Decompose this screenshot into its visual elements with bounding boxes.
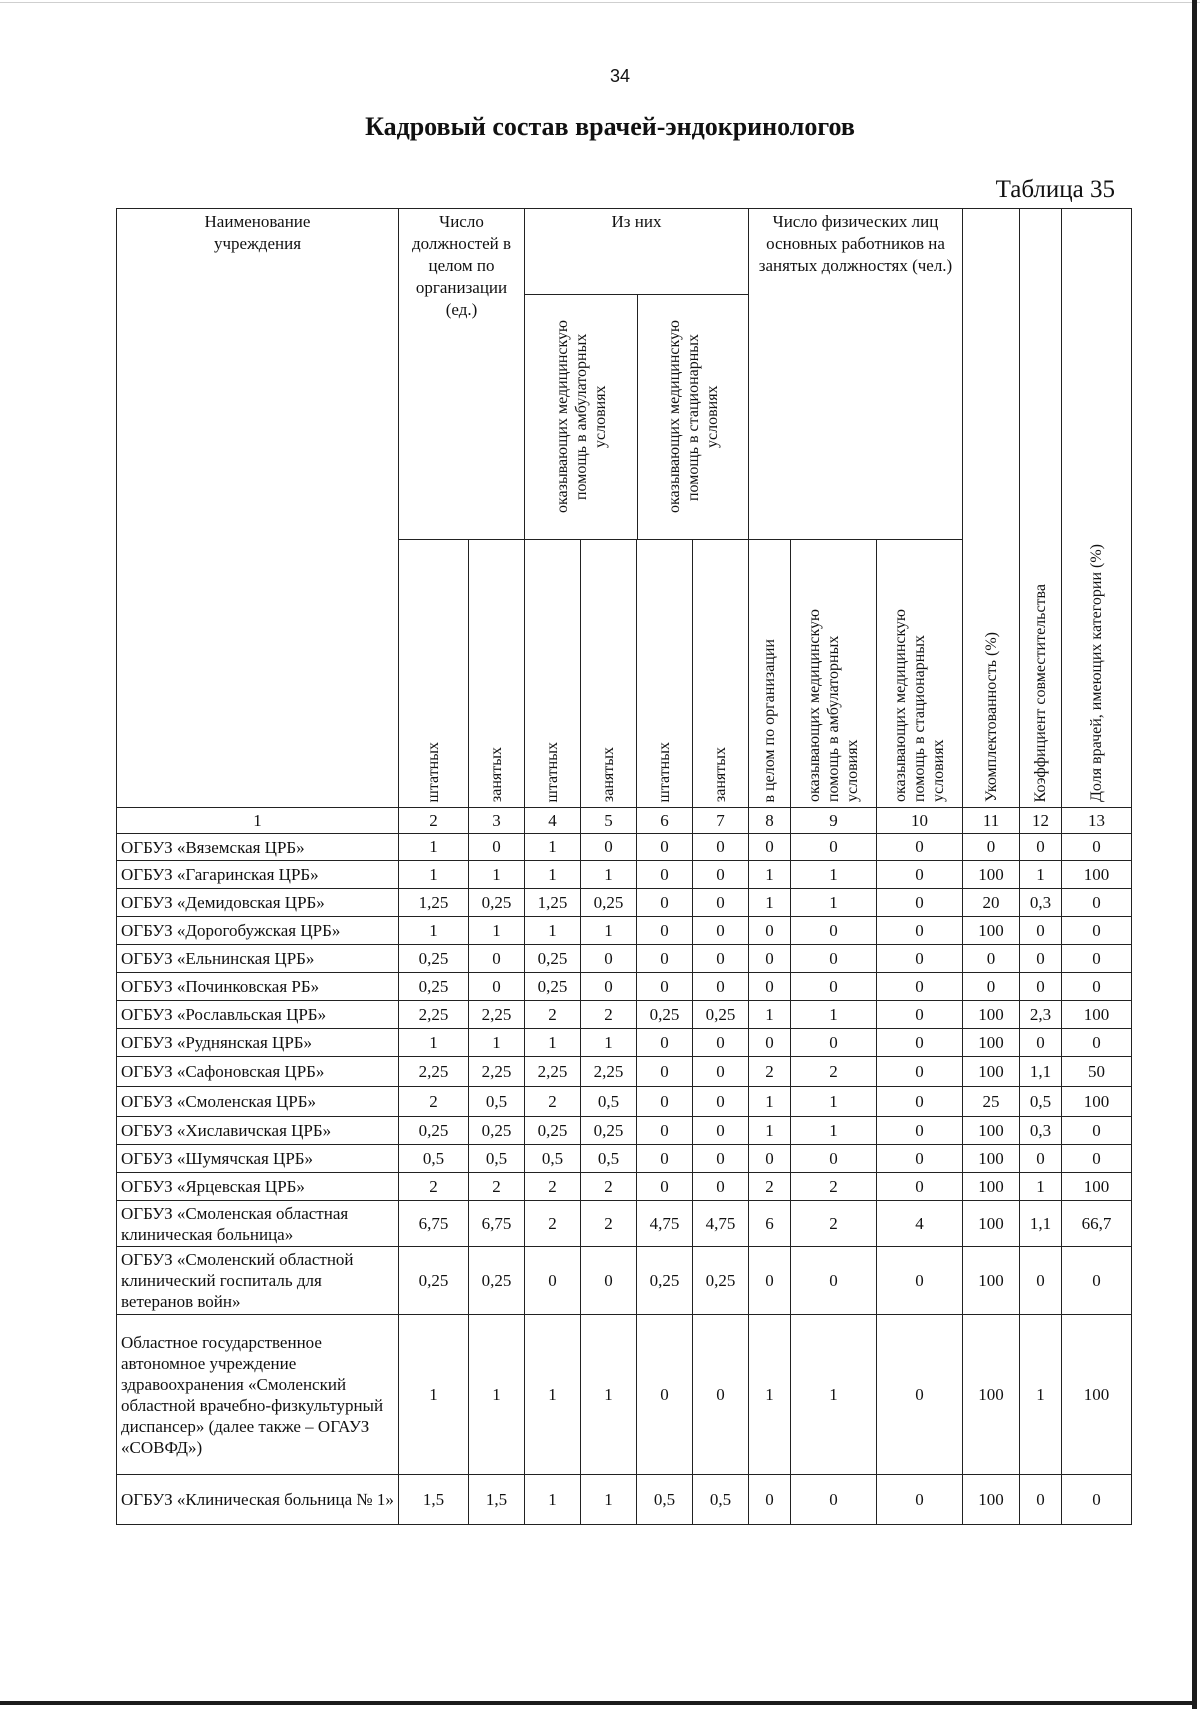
value-cell: 100 (963, 1247, 1020, 1315)
header-col8-org-total (749, 540, 791, 808)
value-cell: 1 (399, 917, 469, 945)
value-cell: 1 (581, 861, 637, 889)
value-cell: 0 (1062, 1117, 1132, 1145)
value-cell: 0 (693, 1057, 749, 1087)
value-cell: 0 (791, 834, 877, 861)
header-col2-staff-text: штатных (425, 741, 442, 802)
value-cell: 0 (1062, 834, 1132, 861)
value-cell: 0 (791, 917, 877, 945)
column-number: 4 (525, 808, 581, 834)
value-cell: 2,3 (1020, 1001, 1062, 1029)
value-cell: 1,1 (1020, 1201, 1062, 1247)
value-cell: 1 (749, 861, 791, 889)
value-cell: 2 (399, 1087, 469, 1117)
header-col10-persons-inpatient (877, 540, 963, 808)
value-cell: 0 (1020, 1475, 1062, 1525)
value-cell: 0 (749, 1145, 791, 1173)
value-cell: 1,5 (469, 1475, 525, 1525)
value-cell: 1 (525, 917, 581, 945)
value-cell: 0 (581, 973, 637, 1001)
value-cell: 0 (693, 861, 749, 889)
table-row (117, 1145, 1132, 1173)
value-cell: 1 (469, 1315, 525, 1475)
header-col5-occupied-text: занятых (600, 746, 617, 802)
institution-name: ОГБУЗ «Смоленский областной клинический госпиталь для ветеранов войн» (117, 1247, 399, 1315)
value-cell: 0 (877, 1057, 963, 1087)
value-cell: 1 (581, 1029, 637, 1057)
header-part-time-coefficient (1020, 209, 1062, 808)
table-row (117, 834, 1132, 861)
value-cell: 0 (637, 945, 693, 973)
value-cell: 0 (525, 1247, 581, 1315)
value-cell: 1 (525, 834, 581, 861)
institution-name: ОГБУЗ «Починковская РБ» (117, 973, 399, 1001)
column-number: 3 (469, 808, 525, 834)
column-number-row (117, 808, 1132, 834)
value-cell: 0 (1062, 945, 1132, 973)
value-cell: 0 (637, 1173, 693, 1201)
value-cell: 0,25 (399, 945, 469, 973)
value-cell: 0 (637, 917, 693, 945)
header-positions-total (399, 209, 525, 540)
value-cell: 0 (1062, 1145, 1132, 1173)
value-cell: 0 (1062, 917, 1132, 945)
value-cell: 100 (963, 1315, 1020, 1475)
value-cell: 6 (749, 1201, 791, 1247)
value-cell: 0,25 (525, 945, 581, 973)
header-staffing-percent (963, 209, 1020, 808)
value-cell: 1 (399, 1315, 469, 1475)
table-row (117, 917, 1132, 945)
institution-name: ОГБУЗ «Смоленская ЦРБ» (117, 1087, 399, 1117)
value-cell: 1 (581, 1475, 637, 1525)
value-cell: 1 (469, 917, 525, 945)
value-cell: 100 (963, 1173, 1020, 1201)
value-cell: 0 (749, 1029, 791, 1057)
value-cell: 1 (399, 861, 469, 889)
value-cell: 100 (1062, 1087, 1132, 1117)
table-row (117, 1117, 1132, 1145)
value-cell: 0 (1020, 973, 1062, 1001)
column-number: 10 (877, 808, 963, 834)
value-cell: 0 (791, 1029, 877, 1057)
value-cell: 0,5 (693, 1475, 749, 1525)
value-cell: 0 (693, 889, 749, 917)
value-cell: 0,25 (525, 973, 581, 1001)
value-cell: 0,5 (637, 1475, 693, 1525)
value-cell: 0 (749, 1475, 791, 1525)
value-cell: 66,7 (1062, 1201, 1132, 1247)
value-cell: 2 (749, 1173, 791, 1201)
value-cell: 100 (1062, 1315, 1132, 1475)
value-cell: 0 (581, 1247, 637, 1315)
institution-name: ОГБУЗ «Руднянская ЦРБ» (117, 1029, 399, 1057)
header-staffing-percent-text: Укомплектованность (%) (982, 631, 1000, 802)
value-cell: 1 (749, 1001, 791, 1029)
value-cell: 100 (1062, 1173, 1132, 1201)
value-cell: 0 (637, 1117, 693, 1145)
value-cell: 1 (749, 1315, 791, 1475)
value-cell: 1 (581, 1315, 637, 1475)
value-cell: 100 (963, 917, 1020, 945)
value-cell: 0 (637, 861, 693, 889)
header-col5-occupied (581, 540, 637, 808)
table-row (117, 1475, 1132, 1525)
header-ambulatory-text: оказывающих медицинскую помощь в амбулаторных условиях (553, 320, 609, 514)
value-cell: 4,75 (693, 1201, 749, 1247)
header-of-them-group (525, 209, 749, 540)
value-cell: 0 (637, 1029, 693, 1057)
column-number: 7 (693, 808, 749, 834)
header-col4-staff-text: штатных (544, 741, 561, 802)
document-title: Кадровый состав врачей-эндокринологов (365, 112, 855, 141)
value-cell: 100 (963, 1057, 1020, 1087)
value-cell: 0 (791, 1145, 877, 1173)
value-cell: 2,25 (581, 1057, 637, 1087)
value-cell: 1 (791, 861, 877, 889)
header-col7-occupied-text: занятых (712, 746, 729, 802)
value-cell: 1 (469, 1029, 525, 1057)
value-cell: 0,25 (525, 1117, 581, 1145)
value-cell: 0 (693, 1145, 749, 1173)
header-col7-occupied (693, 540, 749, 808)
value-cell: 1,25 (525, 889, 581, 917)
scan-edge-bottom (0, 1701, 1192, 1705)
header-col3-occupied-text: занятых (488, 746, 505, 802)
value-cell: 0 (791, 945, 877, 973)
institution-name: ОГБУЗ «Ярцевская ЦРБ» (117, 1173, 399, 1201)
header-institution-name-text: Наименование учреждения (204, 212, 311, 253)
value-cell: 1 (791, 1117, 877, 1145)
value-cell: 1,1 (1020, 1057, 1062, 1087)
value-cell: 0 (469, 945, 525, 973)
value-cell: 1 (469, 861, 525, 889)
value-cell: 1 (749, 1087, 791, 1117)
value-cell: 0,25 (693, 1247, 749, 1315)
value-cell: 0 (693, 1087, 749, 1117)
institution-name: ОГБУЗ «Дорогобужская ЦРБ» (117, 917, 399, 945)
value-cell: 6,75 (399, 1201, 469, 1247)
value-cell: 0 (1020, 834, 1062, 861)
value-cell: 1 (791, 1001, 877, 1029)
value-cell: 0 (693, 945, 749, 973)
institution-name: ОГБУЗ «Ельнинская ЦРБ» (117, 945, 399, 973)
value-cell: 2 (581, 1001, 637, 1029)
value-cell: 6,75 (469, 1201, 525, 1247)
value-cell: 0,5 (1020, 1087, 1062, 1117)
value-cell: 0 (693, 973, 749, 1001)
value-cell: 0 (637, 834, 693, 861)
table-row (117, 1247, 1132, 1315)
value-cell: 2 (469, 1173, 525, 1201)
value-cell: 0,5 (399, 1145, 469, 1173)
value-cell: 1 (1020, 861, 1062, 889)
value-cell: 0,25 (637, 1001, 693, 1029)
value-cell: 0 (877, 889, 963, 917)
value-cell: 4,75 (637, 1201, 693, 1247)
value-cell: 25 (963, 1087, 1020, 1117)
value-cell: 1 (399, 834, 469, 861)
column-number: 5 (581, 808, 637, 834)
value-cell: 0 (1062, 889, 1132, 917)
value-cell: 0 (637, 1057, 693, 1087)
value-cell: 1 (525, 1029, 581, 1057)
column-number: 1 (117, 808, 399, 834)
value-cell: 20 (963, 889, 1020, 917)
institution-name: ОГБУЗ «Сафоновская ЦРБ» (117, 1057, 399, 1087)
value-cell: 0,25 (399, 1247, 469, 1315)
header-col9-persons-ambulatory (791, 540, 877, 808)
value-cell: 0 (877, 1475, 963, 1525)
header-positions-total-text: Число должностей в целом по организации (ед.) (411, 212, 512, 319)
header-persons-text: Число физических лиц основных работников на занятых должностях (чел.) (758, 212, 953, 275)
value-cell: 0 (877, 1029, 963, 1057)
table-row (117, 861, 1132, 889)
value-cell: 1 (749, 889, 791, 917)
value-cell: 0 (693, 1315, 749, 1475)
value-cell: 0 (1020, 1145, 1062, 1173)
institution-name: ОГБУЗ «Шумячская ЦРБ» (117, 1145, 399, 1173)
value-cell: 0 (637, 1087, 693, 1117)
table-row (117, 1173, 1132, 1201)
column-number: 9 (791, 808, 877, 834)
value-cell: 0 (1062, 1475, 1132, 1525)
header-col3-occupied (469, 540, 525, 808)
table-label: Таблица 35 (995, 176, 1115, 203)
value-cell: 0 (963, 945, 1020, 973)
value-cell: 2 (525, 1173, 581, 1201)
value-cell: 0,25 (581, 1117, 637, 1145)
scan-edge-top (0, 2, 1200, 3)
table-row (117, 1201, 1132, 1247)
value-cell: 0,25 (693, 1001, 749, 1029)
value-cell: 0 (693, 1029, 749, 1057)
value-cell: 0 (963, 834, 1020, 861)
table-row (117, 1001, 1132, 1029)
header-ambulatory-cell (525, 295, 638, 539)
value-cell: 0 (693, 1117, 749, 1145)
column-number: 11 (963, 808, 1020, 834)
value-cell: 2,25 (469, 1001, 525, 1029)
value-cell: 0 (637, 1145, 693, 1173)
value-cell: 0 (877, 973, 963, 1001)
value-cell: 100 (1062, 861, 1132, 889)
header-col6-staff-text: штатных (656, 741, 673, 802)
value-cell: 0 (693, 834, 749, 861)
value-cell: 1 (1020, 1173, 1062, 1201)
value-cell: 0 (791, 973, 877, 1001)
column-number: 13 (1062, 808, 1132, 834)
value-cell: 0,25 (469, 1247, 525, 1315)
header-institution-name (117, 209, 399, 808)
value-cell: 0,25 (469, 889, 525, 917)
value-cell: 0 (877, 861, 963, 889)
value-cell: 0 (877, 917, 963, 945)
value-cell: 2 (525, 1001, 581, 1029)
institution-name: ОГБУЗ «Гагаринская ЦРБ» (117, 861, 399, 889)
page-number: 34 (609, 66, 631, 86)
value-cell: 0,5 (525, 1145, 581, 1173)
value-cell: 0 (637, 1315, 693, 1475)
value-cell: 0 (877, 1001, 963, 1029)
value-cell: 0 (581, 834, 637, 861)
value-cell: 1 (581, 917, 637, 945)
value-cell: 1,5 (399, 1475, 469, 1525)
institution-name: ОГБУЗ «Клиническая больница № 1» (117, 1475, 399, 1525)
value-cell: 0 (877, 1117, 963, 1145)
value-cell: 0,5 (581, 1145, 637, 1173)
institution-name: ОГБУЗ «Рославльская ЦРБ» (117, 1001, 399, 1029)
value-cell: 0 (791, 1247, 877, 1315)
institution-name: ОГБУЗ «Демидовская ЦРБ» (117, 889, 399, 917)
value-cell: 0 (1020, 945, 1062, 973)
value-cell: 0 (1062, 973, 1132, 1001)
value-cell: 1 (791, 1315, 877, 1475)
value-cell: 0 (469, 834, 525, 861)
value-cell: 0 (749, 834, 791, 861)
value-cell: 0 (791, 1475, 877, 1525)
column-number: 2 (399, 808, 469, 834)
value-cell: 2 (525, 1201, 581, 1247)
value-cell: 0,25 (469, 1117, 525, 1145)
value-cell: 2 (791, 1173, 877, 1201)
value-cell: 0 (693, 1173, 749, 1201)
header-col4-staff (525, 540, 581, 808)
value-cell: 1 (791, 889, 877, 917)
value-cell: 1 (749, 1117, 791, 1145)
header-col10-persons-inpatient-text: оказывающих медицинскую помощь в стационарных условиях (892, 609, 948, 802)
value-cell: 0 (877, 834, 963, 861)
staffing-table (116, 208, 1132, 1525)
value-cell: 0 (749, 917, 791, 945)
value-cell: 100 (963, 1001, 1020, 1029)
table-row (117, 1315, 1132, 1475)
table-row (117, 973, 1132, 1001)
value-cell: 0,25 (581, 889, 637, 917)
value-cell: 1 (399, 1029, 469, 1057)
header-persons (749, 209, 963, 540)
value-cell: 0 (1020, 1029, 1062, 1057)
header-col2-staff (399, 540, 469, 808)
value-cell: 0 (877, 945, 963, 973)
table-row (117, 945, 1132, 973)
scan-edge-right (1192, 0, 1197, 1709)
value-cell: 0 (1062, 1247, 1132, 1315)
institution-name: ОГБУЗ «Хиславичская ЦРБ» (117, 1117, 399, 1145)
table-row (117, 1057, 1132, 1087)
value-cell: 0 (877, 1173, 963, 1201)
column-number: 6 (637, 808, 693, 834)
value-cell: 0,3 (1020, 889, 1062, 917)
value-cell: 0 (749, 945, 791, 973)
value-cell: 2,25 (469, 1057, 525, 1087)
value-cell: 2 (581, 1201, 637, 1247)
institution-name: ОГБУЗ «Смоленская областная клиническая больница» (117, 1201, 399, 1247)
institution-name: ОГБУЗ «Вяземская ЦРБ» (117, 834, 399, 861)
value-cell: 1,25 (399, 889, 469, 917)
value-cell: 2,25 (399, 1001, 469, 1029)
value-cell: 0 (1020, 1247, 1062, 1315)
value-cell: 2 (581, 1173, 637, 1201)
header-of-them: Из них (525, 209, 748, 295)
value-cell: 0 (581, 945, 637, 973)
value-cell: 100 (963, 1145, 1020, 1173)
header-part-time-coefficient-text: Коэффициент совместительства (1032, 583, 1050, 802)
value-cell: 2 (791, 1057, 877, 1087)
value-cell: 2,25 (525, 1057, 581, 1087)
value-cell: 50 (1062, 1057, 1132, 1087)
table-row (117, 1087, 1132, 1117)
value-cell: 100 (1062, 1001, 1132, 1029)
header-inpatient-cell (638, 295, 748, 539)
header-category-share (1062, 209, 1132, 808)
header-col8-org-total-text: в целом по организации (761, 638, 778, 802)
value-cell: 2 (525, 1087, 581, 1117)
column-number: 8 (749, 808, 791, 834)
value-cell: 0 (693, 917, 749, 945)
value-cell: 100 (963, 1201, 1020, 1247)
value-cell: 100 (963, 1475, 1020, 1525)
table-row (117, 1029, 1132, 1057)
value-cell: 0,5 (469, 1087, 525, 1117)
value-cell: 0 (637, 889, 693, 917)
header-col6-staff (637, 540, 693, 808)
header-col9-persons-ambulatory-text: оказывающих медицинскую помощь в амбулаторных условиях (806, 609, 861, 802)
value-cell: 0 (1020, 917, 1062, 945)
value-cell: 0 (749, 1247, 791, 1315)
value-cell: 0 (877, 1087, 963, 1117)
value-cell: 1 (525, 1475, 581, 1525)
value-cell: 0 (963, 973, 1020, 1001)
header-inpatient-text: оказывающих медицинскую помощь в стационарных условиях (665, 320, 721, 514)
header-category-share-text: Доля врачей, имеющих категории (%) (1088, 544, 1106, 802)
value-cell: 0 (1062, 1029, 1132, 1057)
value-cell: 4 (877, 1201, 963, 1247)
value-cell: 0 (877, 1145, 963, 1173)
value-cell: 0,25 (399, 1117, 469, 1145)
value-cell: 1 (1020, 1315, 1062, 1475)
value-cell: 0 (749, 973, 791, 1001)
value-cell: 0,5 (469, 1145, 525, 1173)
value-cell: 0 (637, 973, 693, 1001)
value-cell: 0 (469, 973, 525, 1001)
institution-name: Областное государственное автономное учреждение здравоохранения «Смоленский областной врачебно-физкультурный диспансер» (далее также – ОГАУЗ «СОВФД») (117, 1315, 399, 1475)
value-cell: 2 (399, 1173, 469, 1201)
table-row (117, 889, 1132, 917)
value-cell: 1 (525, 861, 581, 889)
value-cell: 0 (877, 1247, 963, 1315)
value-cell: 0,5 (581, 1087, 637, 1117)
value-cell: 0,3 (1020, 1117, 1062, 1145)
value-cell: 0,25 (399, 973, 469, 1001)
value-cell: 1 (791, 1087, 877, 1117)
value-cell: 100 (963, 1029, 1020, 1057)
value-cell: 100 (963, 1117, 1020, 1145)
column-number: 12 (1020, 808, 1062, 834)
value-cell: 2,25 (399, 1057, 469, 1087)
value-cell: 2 (749, 1057, 791, 1087)
value-cell: 0,25 (637, 1247, 693, 1315)
value-cell: 0 (877, 1315, 963, 1475)
value-cell: 1 (525, 1315, 581, 1475)
value-cell: 100 (963, 861, 1020, 889)
value-cell: 2 (791, 1201, 877, 1247)
